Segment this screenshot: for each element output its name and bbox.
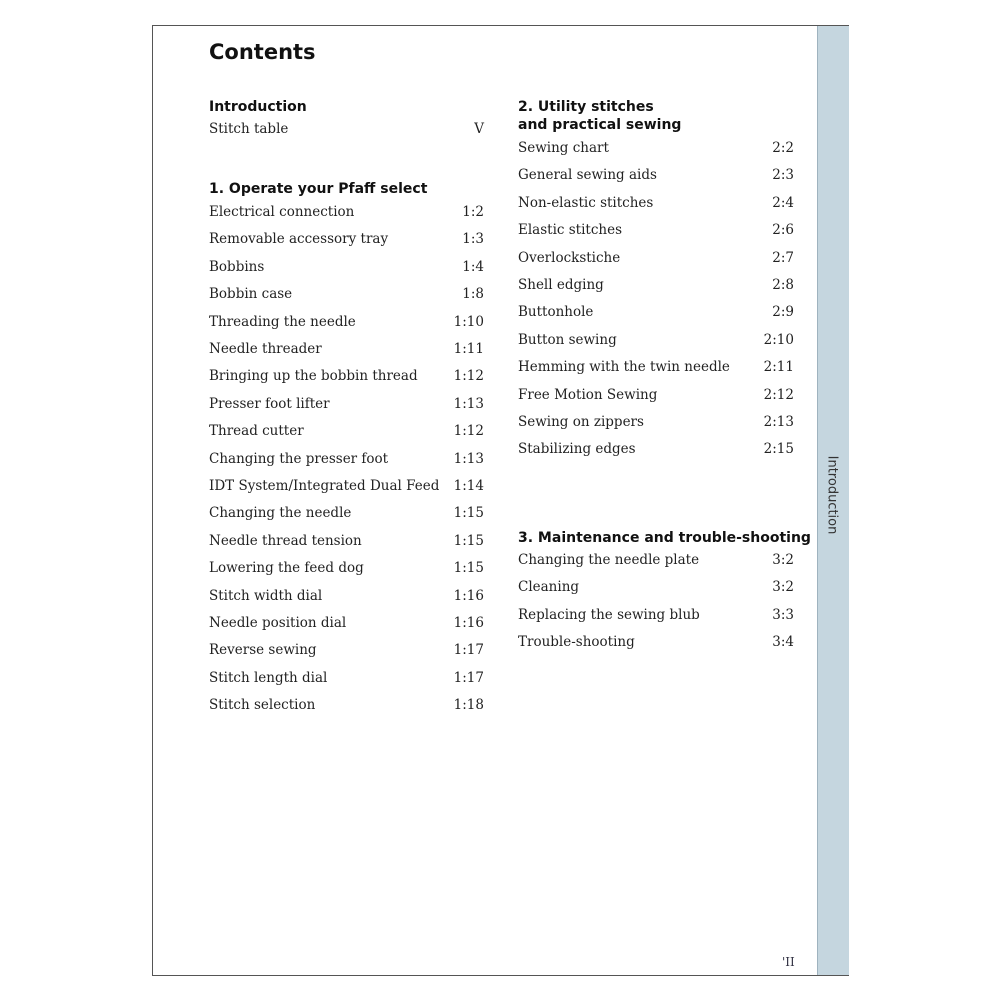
entry-page: 1:8 bbox=[462, 286, 484, 303]
entry-label: Overlockstiche bbox=[518, 249, 621, 266]
entry-page: 1:4 bbox=[462, 258, 484, 275]
entry-page: 2:12 bbox=[763, 386, 794, 403]
entry-label: Free Motion Sewing bbox=[518, 386, 658, 403]
entry-label: Changing the needle plate bbox=[518, 552, 700, 568]
section2-heading-line2: and practical sewing bbox=[518, 117, 682, 133]
entry-label: Reverse sewing bbox=[209, 642, 317, 659]
entry-label: Sewing on zippers bbox=[518, 414, 644, 430]
entry-label: Sewing chart bbox=[518, 140, 609, 156]
entry-page: 2:13 bbox=[763, 414, 794, 430]
entry-label: Changing the needle bbox=[209, 505, 352, 522]
section1-entry bbox=[209, 231, 484, 247]
section1-entry bbox=[209, 259, 484, 275]
entry-label: Non-elastic stitches bbox=[518, 194, 654, 211]
section1-entry bbox=[209, 423, 484, 439]
entry-label: Stitch table bbox=[209, 121, 289, 137]
entry-page: 1:16 bbox=[453, 587, 484, 604]
entry-label: Elastic stitches bbox=[518, 222, 623, 239]
entry-label: Threading the needle bbox=[209, 313, 356, 330]
section1-entry bbox=[209, 642, 484, 658]
side-tab-label: Introduction bbox=[824, 455, 840, 535]
entry-page: 2:3 bbox=[772, 167, 794, 184]
entry-page: 1:17 bbox=[453, 669, 484, 686]
entry-label: Bringing up the bobbin thread bbox=[209, 368, 418, 385]
entry-page: 1:11 bbox=[453, 341, 484, 357]
section1-entry bbox=[209, 588, 484, 604]
section2-entry bbox=[518, 332, 794, 348]
intro-entry bbox=[209, 121, 484, 137]
section1-entry bbox=[209, 314, 484, 330]
section1-entry bbox=[209, 368, 484, 384]
entry-label: Bobbin case bbox=[209, 286, 293, 303]
entry-label: Trouble-shooting bbox=[518, 634, 635, 651]
entry-page: 2:11 bbox=[763, 359, 794, 376]
section1-entry bbox=[209, 204, 484, 220]
section2-entry bbox=[518, 167, 794, 183]
entry-page: 3:2 bbox=[772, 579, 794, 596]
entry-page: 1:17 bbox=[453, 642, 484, 659]
entry-label: Presser foot lifter bbox=[209, 395, 330, 412]
section1-entry bbox=[209, 286, 484, 302]
entry-page: 2:8 bbox=[772, 277, 794, 293]
entry-page: 3:2 bbox=[772, 552, 794, 568]
entry-page: 1:3 bbox=[462, 231, 484, 248]
section1-entry bbox=[209, 533, 484, 549]
section1-entry bbox=[209, 478, 484, 494]
entry-label: Thread cutter bbox=[209, 423, 304, 440]
page-title: Contents bbox=[209, 40, 316, 64]
section1-entry bbox=[209, 451, 484, 467]
entry-page: 1:14 bbox=[453, 478, 484, 494]
entry-page: 1:16 bbox=[453, 615, 484, 631]
section3-entry bbox=[518, 579, 794, 595]
section3-entry bbox=[518, 607, 794, 623]
entry-page: 2:4 bbox=[772, 194, 794, 211]
entry-page: 2:10 bbox=[763, 331, 794, 348]
section1-heading: 1. Operate your Pfaff select bbox=[209, 181, 428, 197]
entry-label: Shell edging bbox=[518, 277, 604, 293]
entry-page: 2:6 bbox=[772, 222, 794, 239]
entry-page: 3:4 bbox=[772, 634, 794, 651]
entry-page: 1:12 bbox=[453, 368, 484, 385]
section2-entry bbox=[518, 222, 794, 238]
section1-entry bbox=[209, 615, 484, 631]
section1-entry bbox=[209, 670, 484, 686]
entry-label: IDT System/Integrated Dual Feed bbox=[209, 478, 440, 494]
entry-label: Bobbins bbox=[209, 258, 265, 275]
entry-label: Changing the presser foot bbox=[209, 450, 389, 467]
entry-page: 1:2 bbox=[462, 204, 484, 220]
entry-label: Replacing the sewing blub bbox=[518, 606, 700, 623]
section1-entry bbox=[209, 341, 484, 357]
entry-label: Needle position dial bbox=[209, 615, 347, 631]
entry-label: Electrical connection bbox=[209, 204, 355, 220]
entry-label: General sewing aids bbox=[518, 167, 657, 184]
entry-page: V bbox=[474, 121, 484, 137]
entry-page: 1:18 bbox=[453, 697, 484, 714]
entry-page: 2:2 bbox=[772, 140, 794, 156]
entry-page: 1:13 bbox=[453, 395, 484, 412]
entry-label: Stitch selection bbox=[209, 697, 316, 714]
section2-entry bbox=[518, 387, 794, 403]
section2-entry bbox=[518, 250, 794, 266]
entry-page: 2:7 bbox=[772, 249, 794, 266]
section1-entry bbox=[209, 505, 484, 521]
section3-entry bbox=[518, 634, 794, 650]
entry-page: 3:3 bbox=[772, 606, 794, 623]
entry-label: Stitch width dial bbox=[209, 587, 323, 604]
section2-entry bbox=[518, 414, 794, 430]
entry-label: Cleaning bbox=[518, 579, 580, 596]
entry-label: Needle thread tension bbox=[209, 532, 362, 549]
section2-heading-line1: 2. Utility stitches bbox=[518, 99, 654, 115]
entry-label: Stabilizing edges bbox=[518, 441, 636, 458]
entry-page: 1:15 bbox=[453, 532, 484, 549]
entry-page: 1:10 bbox=[453, 313, 484, 330]
entry-page: 1:15 bbox=[453, 505, 484, 522]
entry-page: 2:15 bbox=[763, 441, 794, 458]
section2-entry bbox=[518, 195, 794, 211]
section1-entry bbox=[209, 697, 484, 713]
page-number: 'II bbox=[782, 955, 795, 969]
entry-page: 1:12 bbox=[453, 423, 484, 440]
entry-label: Removable accessory tray bbox=[209, 231, 389, 248]
entry-label: Stitch length dial bbox=[209, 669, 328, 686]
section3-heading: 3. Maintenance and trouble-shooting bbox=[518, 530, 811, 546]
section1-entry bbox=[209, 560, 484, 576]
section2-entry bbox=[518, 277, 794, 293]
section1-entry bbox=[209, 396, 484, 412]
section2-entry bbox=[518, 304, 794, 320]
entry-label: Buttonhole bbox=[518, 304, 594, 321]
entry-label: Needle threader bbox=[209, 341, 322, 357]
entry-label: Lowering the feed dog bbox=[209, 560, 364, 577]
entry-label: Button sewing bbox=[518, 331, 617, 348]
intro-heading: Introduction bbox=[209, 99, 307, 115]
section2-entry bbox=[518, 441, 794, 457]
entry-label: Hemming with the twin needle bbox=[518, 359, 730, 376]
section3-entry bbox=[518, 552, 794, 568]
section2-entry bbox=[518, 140, 794, 156]
entry-page: 2:9 bbox=[772, 304, 794, 321]
section2-entry bbox=[518, 359, 794, 375]
entry-page: 1:15 bbox=[453, 560, 484, 577]
entry-page: 1:13 bbox=[453, 450, 484, 467]
